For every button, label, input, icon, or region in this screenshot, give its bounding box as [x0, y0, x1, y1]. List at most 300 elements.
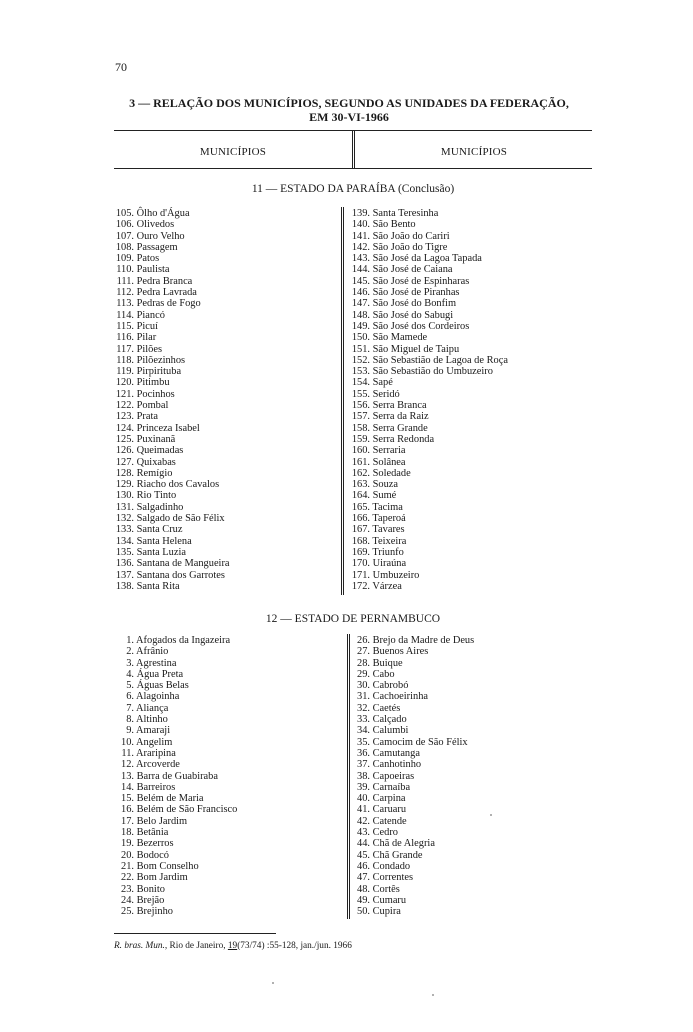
municipality-name: Pilar [136, 332, 157, 344]
item-number: 165. [351, 501, 370, 513]
list-item [350, 332, 508, 343]
list-item [350, 287, 508, 298]
municipality-name: São Miguel de Taipu [372, 343, 460, 355]
item-number: 143. [351, 253, 370, 265]
print-speck [272, 982, 274, 984]
item-number: 126. [115, 445, 134, 457]
list-item [356, 816, 474, 827]
municipality-name: Cabrobó [372, 680, 409, 692]
municipality-name: Rio Tinto [136, 490, 177, 502]
item-number: 149. [351, 320, 370, 332]
item-number: 125. [115, 433, 134, 445]
list-item [114, 208, 230, 219]
municipality-name: Prata [136, 411, 158, 423]
list-item [350, 276, 508, 287]
list-item [356, 725, 474, 736]
list-item [114, 400, 230, 411]
list-item [350, 558, 508, 569]
title-line-2: EM 30-VI-1966 [309, 110, 389, 124]
municipality-list-pernambuco-left [114, 635, 237, 917]
list-item [356, 872, 474, 883]
item-number: 140. [351, 219, 370, 231]
municipality-name: Pilões [136, 343, 163, 355]
item-number: 105. [115, 208, 134, 219]
item-number: 4. [126, 668, 134, 680]
municipality-name: Buique [372, 657, 403, 669]
municipality-name: Pilõezinhos [136, 354, 186, 366]
municipality-name: São José do Sabugi [372, 309, 454, 321]
municipality-name: Barra de Guabiraba [136, 770, 218, 782]
item-number: 151. [351, 343, 370, 355]
list-item [350, 242, 508, 253]
item-number: 110. [116, 264, 134, 276]
list-item [114, 242, 230, 253]
item-number: 127. [115, 456, 134, 468]
list-item [114, 457, 230, 468]
item-number: 152. [351, 354, 370, 366]
item-number: 154. [351, 377, 370, 389]
list-item [350, 344, 508, 355]
list-item [350, 423, 508, 434]
municipality-name: Picuí [136, 320, 158, 332]
municipality-name: Santa Luzia [136, 546, 186, 558]
municipality-name: Umbuzeiro [372, 569, 420, 581]
municipality-name: Cumaru [372, 894, 407, 906]
item-number: 146. [351, 287, 370, 299]
item-number: 24. [121, 894, 134, 906]
list-item [350, 400, 508, 411]
list-item [114, 513, 230, 524]
item-number: 6. [126, 691, 134, 703]
item-number: 27. [357, 646, 370, 658]
section-title-paraiba: 11 — ESTADO DA PARAÍBA (Conclusão) [251, 183, 455, 195]
municipality-name: Tavares [372, 524, 405, 536]
list-item [114, 669, 237, 680]
municipality-name: Santa Cruz [136, 524, 183, 536]
list-item [114, 725, 237, 736]
column-divider-pernambuco [347, 634, 350, 919]
municipality-name: Brejão [136, 894, 165, 906]
municipality-name: Correntes [372, 872, 414, 884]
list-item [114, 558, 230, 569]
list-item [350, 208, 508, 219]
municipality-name: Pocinhos [136, 388, 175, 400]
municipality-list-paraiba-left [114, 208, 230, 592]
list-item [356, 669, 474, 680]
item-number: 150. [351, 332, 370, 344]
item-number: 170. [351, 558, 370, 570]
municipality-name: Carnaíba [372, 781, 411, 793]
municipality-name: Queimadas [136, 445, 184, 457]
item-number: 124. [115, 422, 134, 434]
item-number: 22. [121, 872, 134, 884]
item-number: 25. [121, 906, 134, 918]
list-item [356, 737, 474, 748]
municipality-name: São José da Lagoa Tapada [372, 253, 482, 265]
municipality-name: Chã de Alegria [372, 838, 435, 850]
municipality-name: Camutanga [372, 747, 420, 759]
list-item [114, 748, 237, 759]
list-item [114, 377, 230, 388]
municipality-name: Cedro [372, 827, 399, 839]
item-number: 39. [357, 781, 370, 793]
list-item [114, 253, 230, 264]
municipality-name: Angelim [136, 736, 173, 748]
list-item [114, 793, 237, 804]
municipality-name: Várzea [372, 580, 402, 592]
page-number: 70 [115, 60, 127, 74]
item-number: 50. [357, 906, 370, 918]
item-number: 121. [115, 388, 134, 400]
list-item [114, 691, 237, 702]
item-number: 112. [116, 287, 134, 299]
municipality-name: Chã Grande [372, 849, 423, 861]
list-item [114, 827, 237, 838]
item-number: 41. [357, 804, 370, 816]
list-item [114, 276, 230, 287]
item-number: 37. [357, 759, 370, 771]
list-item [350, 264, 508, 275]
list-item [114, 468, 230, 479]
item-number: 36. [357, 747, 370, 759]
section-title-pernambuco: 12 — ESTADO DE PERNAMBUCO [265, 613, 441, 625]
list-item [356, 680, 474, 691]
municipality-name: São Sebastião do Umbuzeiro [372, 366, 493, 378]
municipality-name: Barreiros [136, 781, 176, 793]
list-item [350, 445, 508, 456]
item-number: 158. [351, 422, 370, 434]
municipality-name: Piancó [136, 309, 165, 321]
list-item [356, 827, 474, 838]
municipality-name: Cabo [372, 668, 395, 680]
item-number: 107. [115, 230, 134, 242]
list-item [114, 646, 237, 657]
item-number: 169. [351, 546, 370, 558]
column-header-left: MUNICÍPIOS [199, 146, 267, 158]
list-item [114, 389, 230, 400]
item-number: 21. [121, 860, 134, 872]
municipality-name: Buenos Aires [372, 646, 429, 658]
item-number: 9. [126, 725, 134, 737]
item-number: 114. [116, 309, 134, 321]
municipality-name: Passagem [136, 241, 178, 253]
item-number: 48. [357, 883, 370, 895]
list-item [114, 219, 230, 230]
item-number: 145. [351, 275, 370, 287]
item-number: 28. [357, 657, 370, 669]
municipality-name: Bom Jardim [136, 872, 188, 884]
list-item [356, 906, 474, 917]
municipality-name: Cortês [372, 883, 400, 895]
municipality-name: Bom Conselho [136, 860, 199, 872]
municipality-name: Afrânio [136, 646, 169, 658]
item-number: 141. [351, 230, 370, 242]
item-number: 133. [115, 524, 134, 536]
item-number: 159. [351, 433, 370, 445]
item-number: 164. [351, 490, 370, 502]
item-number: 153. [351, 366, 370, 378]
item-number: 148. [351, 309, 370, 321]
list-item [356, 635, 474, 646]
item-number: 18. [121, 827, 134, 839]
municipality-name: Solânea [372, 456, 406, 468]
list-item [356, 771, 474, 782]
citation-footer [114, 941, 352, 951]
municipality-name: Araripina [136, 747, 176, 759]
item-number: 35. [357, 736, 370, 748]
list-item [114, 264, 230, 275]
list-item [356, 861, 474, 872]
list-item [114, 771, 237, 782]
list-item [356, 804, 474, 815]
item-number: 171. [351, 569, 370, 581]
footer-journal: R. bras. Mun., [114, 941, 168, 951]
item-number: 168. [351, 535, 370, 547]
item-number: 163. [351, 479, 370, 491]
list-item [350, 457, 508, 468]
list-item [114, 445, 230, 456]
municipality-list-pernambuco-right [356, 635, 474, 917]
header-column-divider [352, 131, 355, 168]
municipality-name: Caruaru [372, 804, 407, 816]
item-number: 14. [121, 781, 134, 793]
item-number: 135. [115, 546, 134, 558]
list-item [350, 547, 508, 558]
header-bottom-rule [114, 168, 592, 169]
list-item [114, 502, 230, 513]
list-item [356, 748, 474, 759]
list-item [356, 691, 474, 702]
item-number: 49. [357, 894, 370, 906]
list-item [350, 524, 508, 535]
list-item [356, 838, 474, 849]
municipality-name: Amaraji [136, 725, 171, 737]
footer-volume: 19 [227, 941, 238, 951]
item-number: 5. [126, 680, 134, 692]
municipality-name: Serraria [372, 445, 406, 457]
list-item [114, 344, 230, 355]
municipality-name: Calumbi [372, 725, 409, 737]
list-item [356, 884, 474, 895]
municipality-name: Camocim de São Félix [372, 736, 468, 748]
list-item [356, 759, 474, 770]
municipality-name: Bezerros [136, 838, 174, 850]
column-divider-paraiba [341, 207, 344, 595]
municipality-name: Brejinho [136, 906, 173, 918]
item-number: 7. [126, 702, 134, 714]
list-item [114, 434, 230, 445]
municipality-name: Riacho dos Cavalos [136, 479, 220, 491]
list-item [356, 895, 474, 906]
item-number: 162. [351, 467, 370, 479]
list-item [350, 219, 508, 230]
list-item [356, 646, 474, 657]
item-number: 46. [357, 860, 370, 872]
list-item [114, 884, 237, 895]
item-number: 161. [351, 456, 370, 468]
municipality-name: Santa Helena [136, 535, 192, 547]
item-number: 31. [357, 691, 370, 703]
municipality-name: Bonito [136, 883, 165, 895]
municipality-name: Cachoeirinha [372, 691, 429, 703]
list-item [356, 714, 474, 725]
list-item [114, 714, 237, 725]
municipality-name: Soledade [372, 467, 411, 479]
list-item [114, 287, 230, 298]
item-number: 166. [351, 513, 370, 525]
municipality-name: Betânia [136, 827, 169, 839]
list-item [114, 804, 237, 815]
item-number: 142. [351, 241, 370, 253]
item-number: 115. [116, 320, 134, 332]
list-item [114, 635, 237, 646]
municipality-name: São José de Caiana [372, 264, 453, 276]
item-number: 47. [357, 872, 370, 884]
municipality-name: Salgado de São Félix [136, 513, 225, 525]
item-number: 11. [121, 747, 134, 759]
item-number: 120. [115, 377, 134, 389]
list-item [114, 658, 237, 669]
item-number: 10. [121, 736, 134, 748]
list-item [350, 231, 508, 242]
municipality-name: Calçado [372, 714, 407, 726]
list-item [350, 355, 508, 366]
item-number: 16. [121, 804, 134, 816]
list-item [114, 703, 237, 714]
item-number: 2. [126, 646, 134, 658]
list-item [356, 782, 474, 793]
municipality-name: Pirpirituba [136, 366, 182, 378]
item-number: 156. [351, 400, 370, 412]
municipality-name: Alagoinha [136, 691, 180, 703]
municipality-name: Arcoverde [136, 759, 180, 771]
list-item [356, 658, 474, 669]
item-number: 117. [116, 343, 134, 355]
list-item [114, 782, 237, 793]
item-number: 45. [357, 849, 370, 861]
list-item [350, 389, 508, 400]
municipality-name: Remígio [136, 467, 173, 479]
list-item [114, 850, 237, 861]
item-number: 144. [351, 264, 370, 276]
footer-issue: (73/74) :55-128, jan./jun. 1966 [237, 941, 352, 951]
item-number: 43. [357, 827, 370, 839]
list-item [114, 581, 230, 592]
list-item [114, 570, 230, 581]
list-item [350, 479, 508, 490]
item-number: 12. [121, 759, 134, 771]
municipality-name: Caetés [372, 702, 401, 714]
item-number: 119. [116, 366, 134, 378]
municipality-name: Paulista [136, 264, 170, 276]
list-item [350, 366, 508, 377]
municipality-name: São João do Tigre [372, 241, 448, 253]
item-number: 15. [121, 793, 134, 805]
municipality-name: Taperoá [372, 513, 406, 525]
municipality-name: Sapé [372, 377, 393, 389]
municipality-list-paraiba-right [350, 208, 508, 592]
item-number: 108. [115, 241, 134, 253]
municipality-name: Agrestina [136, 657, 177, 669]
item-number: 137. [115, 569, 134, 581]
item-number: 42. [357, 815, 370, 827]
municipality-name: Tacima [372, 501, 403, 513]
municipality-name: Sumé [372, 490, 397, 502]
municipality-name: Pedras de Fogo [136, 298, 201, 310]
item-number: 109. [115, 253, 134, 265]
municipality-name: Quixabas [136, 456, 176, 468]
municipality-name: Capoeiras [372, 770, 415, 782]
municipality-name: Belém de Maria [136, 793, 204, 805]
item-number: 1. [126, 635, 134, 646]
title-line-1: 3 — RELAÇÃO DOS MUNICÍPIOS, SEGUNDO AS UNIDADES DA FEDERAÇÃO, [129, 96, 569, 110]
item-number: 13. [121, 770, 134, 782]
item-number: 44. [357, 838, 370, 850]
municipality-name: Santana dos Garrotes [136, 569, 225, 581]
item-number: 40. [357, 793, 370, 805]
municipality-name: Cupira [372, 906, 401, 918]
municipality-name: São José de Espinharas [372, 275, 470, 287]
item-number: 38. [357, 770, 370, 782]
item-number: 172. [351, 580, 370, 592]
list-item [350, 536, 508, 547]
list-item [350, 310, 508, 321]
item-number: 20. [121, 849, 134, 861]
municipality-name: Patos [136, 253, 160, 265]
municipality-name: Pedra Branca [136, 275, 193, 287]
list-item [114, 861, 237, 872]
municipality-name: Aliança [136, 702, 169, 714]
municipality-name: Bodocó [136, 849, 169, 861]
municipality-name: Santa Rita [136, 580, 180, 592]
list-item [350, 434, 508, 445]
municipality-name: Uiraúna [372, 558, 407, 570]
column-header-right: MUNICÍPIOS [440, 146, 508, 158]
list-item [114, 838, 237, 849]
item-number: 122. [115, 400, 134, 412]
municipality-name: Princeza Isabel [136, 422, 200, 434]
municipality-name: São Bento [372, 219, 416, 231]
municipality-name: Catende [372, 815, 407, 827]
list-item [114, 872, 237, 883]
item-number: 139. [351, 208, 370, 219]
municipality-name: Canhotinho [372, 759, 422, 771]
municipality-name: São José do Bonfim [372, 298, 457, 310]
list-item [114, 298, 230, 309]
table-title [110, 96, 588, 124]
municipality-name: São José de Piranhas [372, 287, 460, 299]
municipality-name: Belém de São Francisco [136, 804, 238, 816]
municipality-name: Serra Redonda [372, 433, 435, 445]
list-item [114, 423, 230, 434]
list-item [114, 231, 230, 242]
footer-rule [114, 933, 276, 934]
item-number: 147. [351, 298, 370, 310]
municipality-name: Serra Grande [372, 422, 428, 434]
list-item [356, 850, 474, 861]
item-number: 116. [116, 332, 134, 344]
item-number: 155. [351, 388, 370, 400]
municipality-name: Seridó [372, 388, 400, 400]
item-number: 128. [115, 467, 134, 479]
municipality-name: Santa Teresinha [372, 208, 439, 219]
municipality-name: Teixeira [372, 535, 407, 547]
municipality-name: Pedra Lavrada [136, 287, 197, 299]
municipality-name: Pombal [136, 400, 169, 412]
list-item [350, 513, 508, 524]
list-item [114, 524, 230, 535]
municipality-name: Altinho [136, 714, 168, 726]
